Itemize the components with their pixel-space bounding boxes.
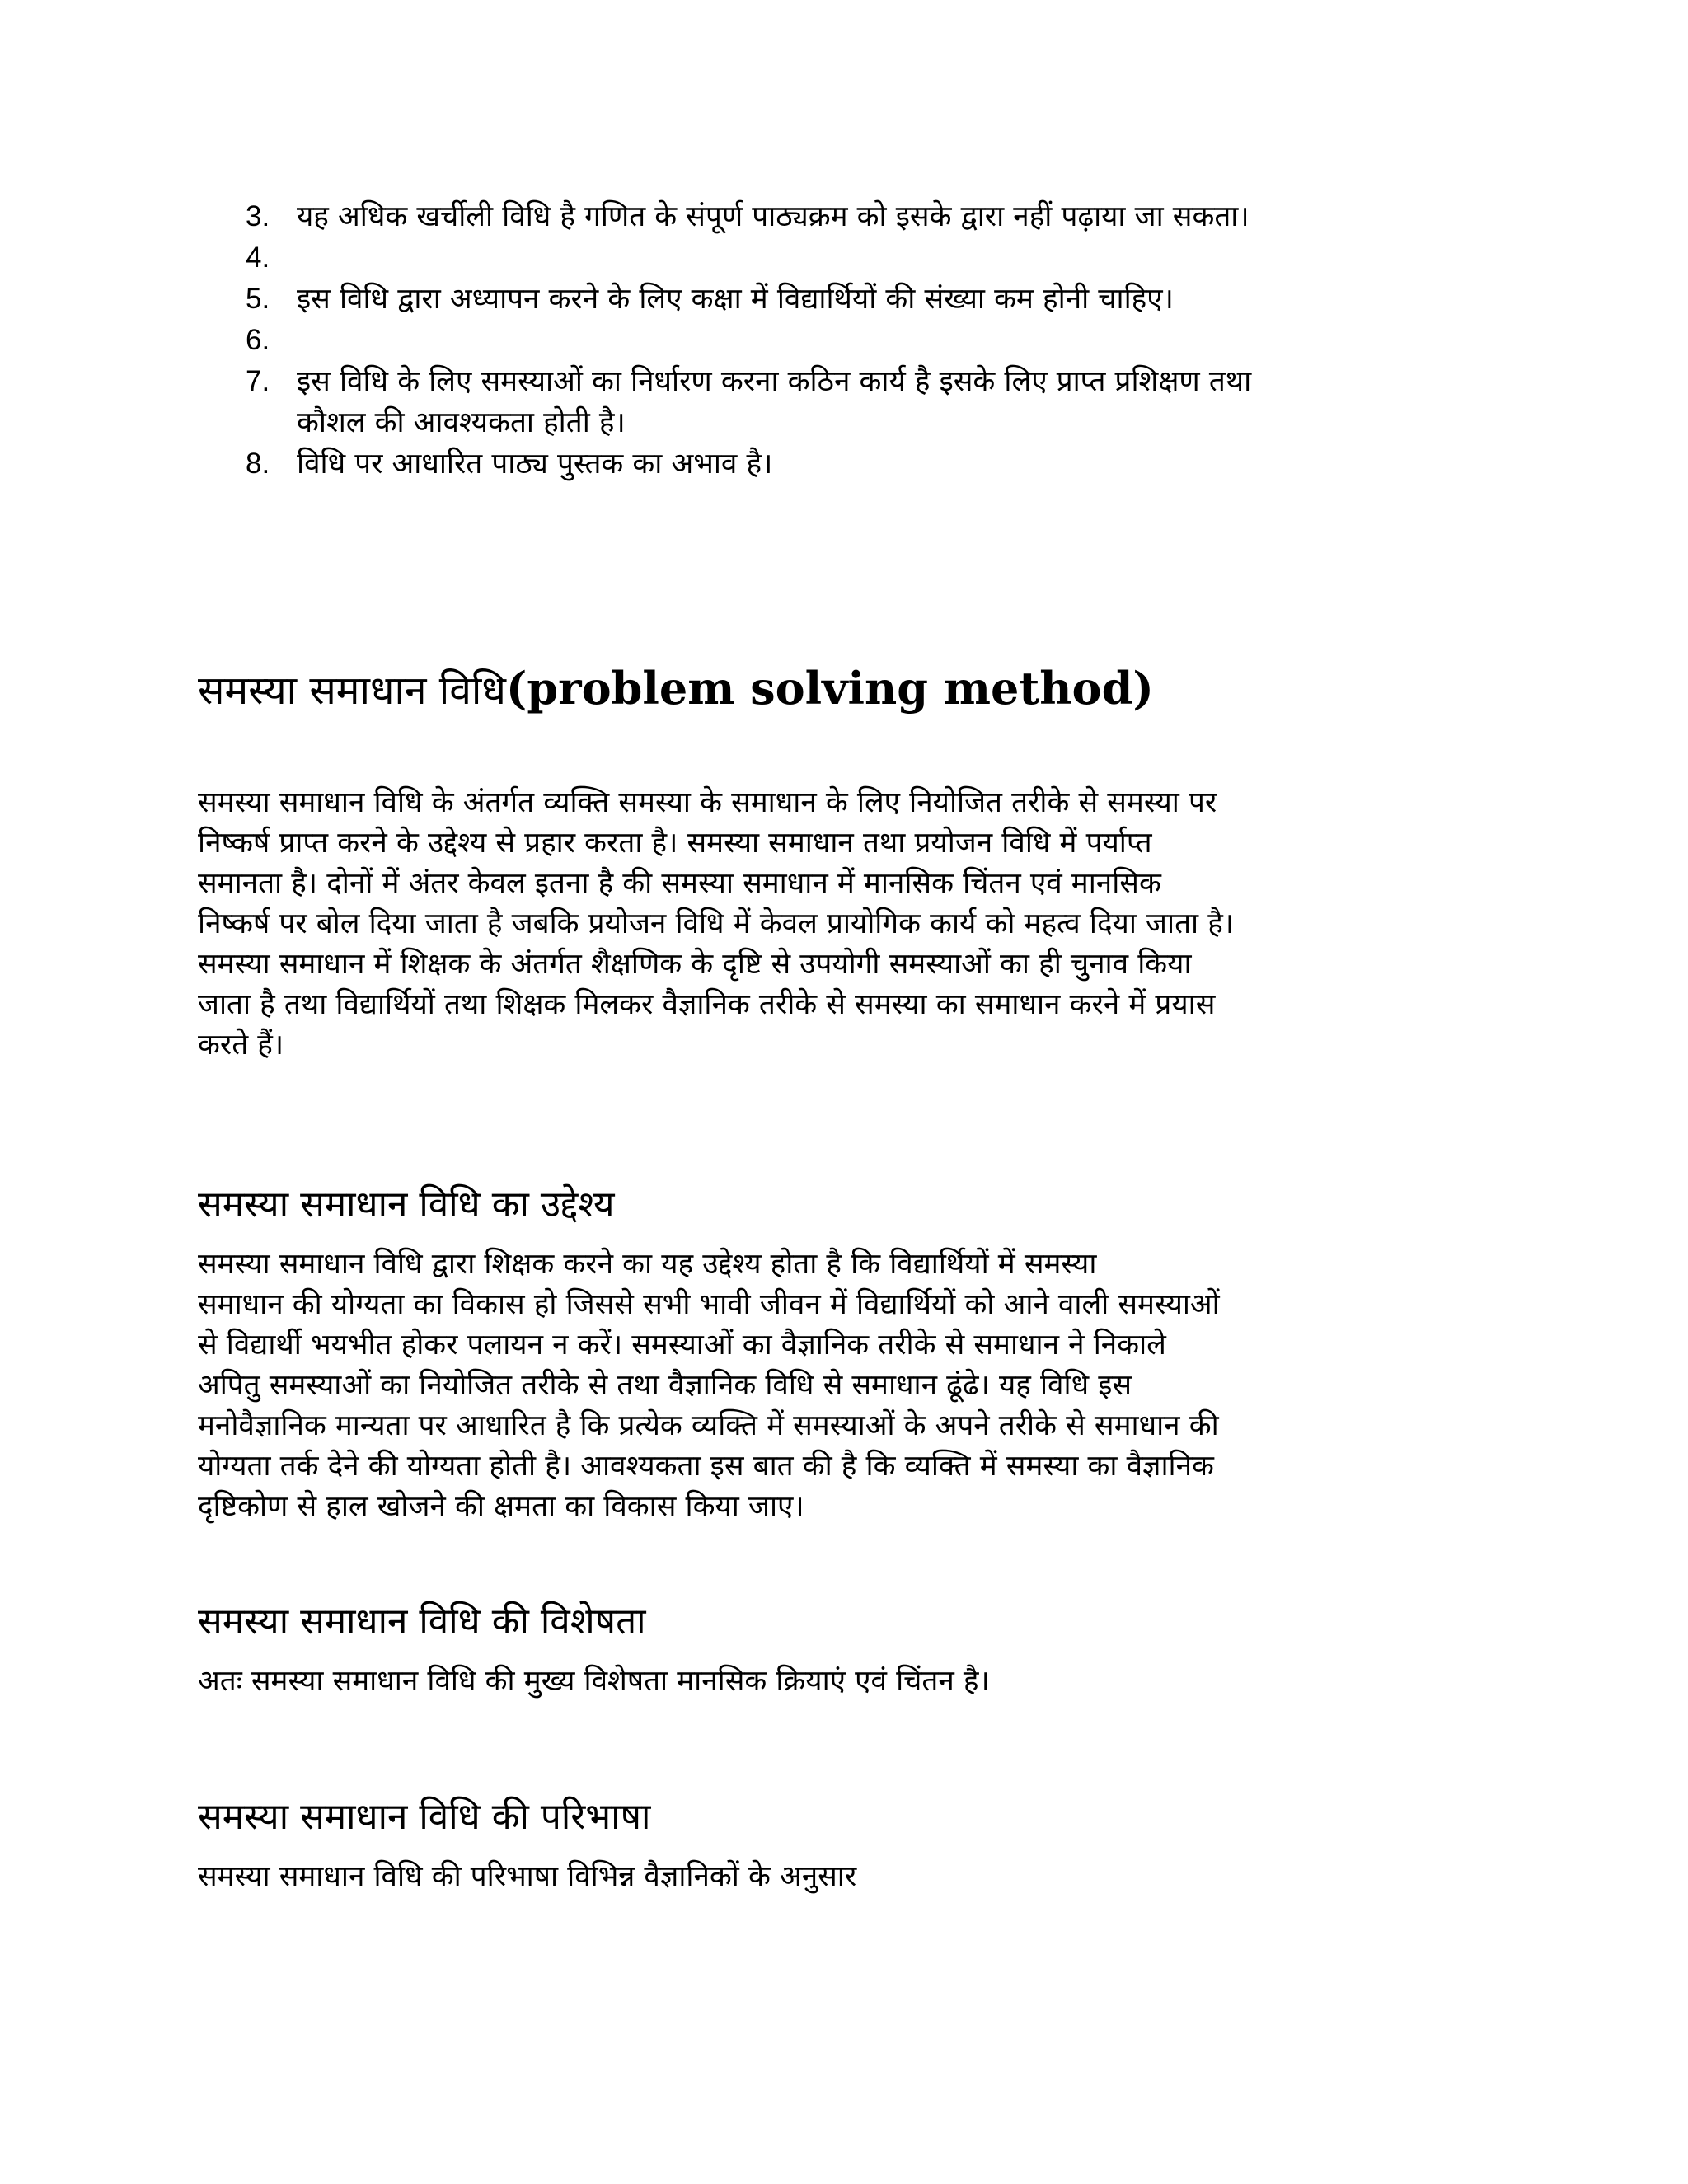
section-heading-definition: समस्या समाधान विधि की परिभाषा bbox=[198, 1796, 651, 1838]
list-item bbox=[246, 320, 1498, 361]
list-text: यह अधिक खर्चीली विधि है गणित के संपूर्ण पाठ्यक्रम को इसके द्वारा नहीं पढ़ाया जा सकता। bbox=[297, 200, 1250, 233]
paragraph-line: दृष्टिकोण से हाल खोजने की क्षमता का विकास किया जाए। bbox=[198, 1490, 804, 1523]
list-text: इस विधि द्वारा अध्यापन करने के लिए कक्षा में विद्यार्थियों की संख्या कम होनी चाहिए। bbox=[297, 283, 1174, 316]
paragraph-objective bbox=[198, 1244, 1517, 1527]
paragraph-line: अपितु समस्याओं का नियोजित तरीके से तथा वैज्ञानिक विधि से समाधान ढूंढे। यह विधि इस bbox=[198, 1369, 1132, 1402]
heading-latin: (problem solving method) bbox=[505, 662, 1154, 715]
paragraph-line: जाता है तथा विद्यार्थियों तथा शिक्षक मिलकर वैज्ञानिक तरीके से समस्या का समाधान करने में प्रयास bbox=[198, 988, 1216, 1021]
list-item bbox=[246, 237, 1498, 279]
paragraph-intro bbox=[198, 783, 1517, 1066]
paragraph-line: अतः समस्या समाधान विधि की मुख्य विशेषता मानसिक क्रियाएं एवं चिंतन है। bbox=[198, 1665, 990, 1698]
paragraph-line: करते हैं। bbox=[198, 1029, 284, 1062]
list-text: विधि पर आधारित पाठ्य पुस्तक का अभाव है। bbox=[297, 448, 773, 480]
paragraph-line: समस्या समाधान विधि की परिभाषा विभिन्न वैज्ञानिकों के अनुसार bbox=[198, 1860, 857, 1893]
paragraph-line: समस्या समाधान विधि के अंतर्गत व्यक्ति समस्या के समाधान के लिए नियोजित तरीके से समस्या पर bbox=[198, 786, 1217, 819]
list-number: 7. bbox=[246, 365, 270, 397]
list-item bbox=[246, 196, 1498, 237]
numbered-list bbox=[246, 196, 1498, 485]
list-item bbox=[246, 361, 1498, 443]
paragraph-line: समस्या समाधान विधि द्वारा शिक्षक करने का यह उद्देश्य होता है कि विद्यार्थियों में समस्या bbox=[198, 1248, 1097, 1281]
list-text-line: कौशल की आवश्यकता होती है। bbox=[297, 406, 626, 439]
paragraph-line: समस्या समाधान में शिक्षक के अंतर्गत शैक्षणिक के दृष्टि से उपयोगी समस्याओं का ही चुनाव किया bbox=[198, 948, 1192, 981]
list-text-line: इस विधि के लिए समस्याओं का निर्धारण करना कठिन कार्य है इसके लिए प्राप्त प्रशिक्षण तथा bbox=[297, 365, 1252, 398]
paragraph-line: समाधान की योग्यता का विकास हो जिससे सभी भावी जीवन में विद्यार्थियों को आने वाली समस्याओं bbox=[198, 1288, 1220, 1321]
section-heading-features: समस्या समाधान विधि की विशेषता bbox=[198, 1601, 646, 1643]
list-text bbox=[297, 361, 1251, 443]
list-number: 3. bbox=[246, 200, 270, 232]
paragraph-line: मनोवैज्ञानिक मान्यता पर आधारित है कि प्रत्येक व्यक्ति में समस्याओं के अपने तरीके से समाधान की bbox=[198, 1409, 1219, 1442]
list-number: 6. bbox=[246, 324, 270, 356]
paragraph-line: से विद्यार्थी भयभीत होकर पलायन न करें। समस्याओं का वैज्ञानिक तरीके से समाधान ने निकाले bbox=[198, 1329, 1166, 1361]
heading-hindi: समस्या समाधान विधि bbox=[198, 668, 506, 714]
paragraph-line: निष्कर्ष पर बोल दिया जाता है जबकि प्रयोजन विधि में केवल प्रायोगिक कार्य को महत्व दिया जाता है। bbox=[198, 907, 1235, 940]
list-number: 8. bbox=[246, 448, 270, 480]
list-item bbox=[246, 279, 1498, 320]
paragraph-line: निष्कर्ष प्राप्त करने के उद्देश्य से प्रहार करता है। समस्या समाधान तथा प्रयोजन विधि में पर्याप्त bbox=[198, 827, 1152, 860]
paragraph-line: समानता है। दोनों में अंतर केवल इतना है की समस्या समाधान में मानसिक चिंतन एवं मानसिक bbox=[198, 867, 1161, 900]
list-number: 5. bbox=[246, 283, 270, 315]
section-heading-objective: समस्या समाधान विधि का उद्देश्य bbox=[198, 1183, 615, 1226]
section-heading-problem-solving bbox=[198, 659, 1154, 719]
paragraph-features bbox=[198, 1661, 1517, 1702]
list-number: 4. bbox=[246, 241, 270, 274]
paragraph-line: योग्यता तर्क देने की योग्यता होती है। आवश्यकता इस बात की है कि व्यक्ति में समस्या का वैज्ञानिक bbox=[198, 1450, 1214, 1483]
list-item bbox=[246, 443, 1498, 485]
paragraph-definition bbox=[198, 1857, 1517, 1897]
